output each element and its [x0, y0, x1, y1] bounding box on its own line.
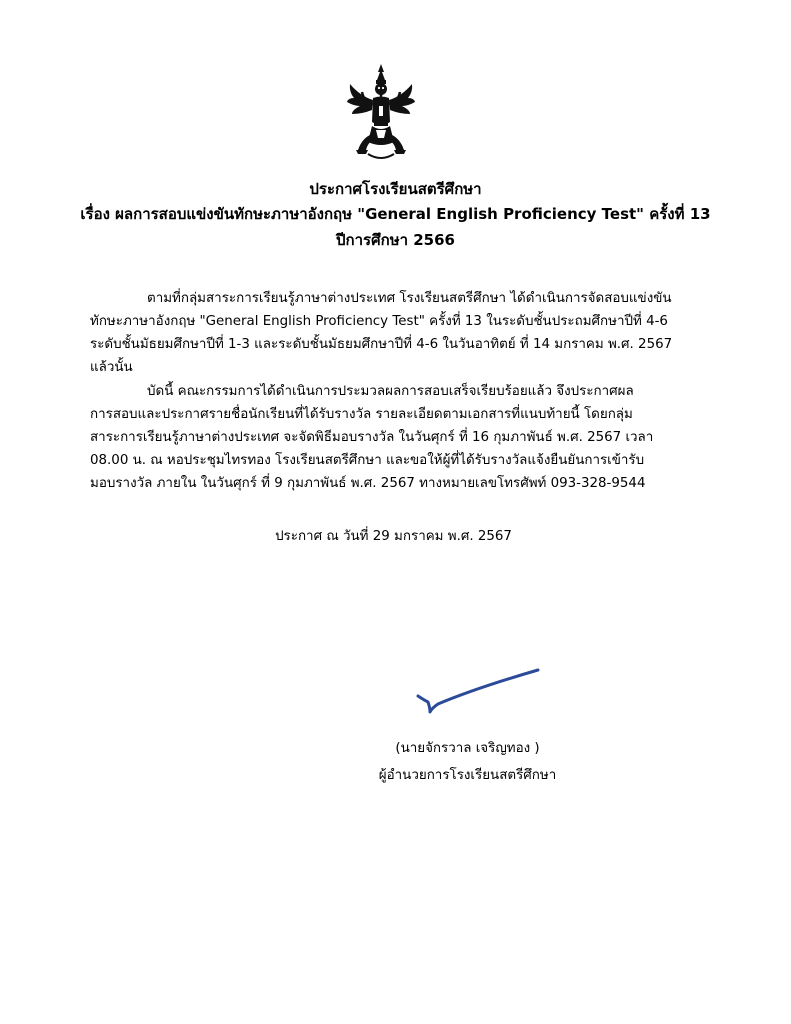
paragraph1-line: ทักษะภาษาอังกฤษ "General English Proficiency Test" ครั้งที่ 13 ในระดับชั้นประถมศึกษาปีที่ 4-6 [90, 314, 668, 329]
announcement-date: ประกาศ ณ วันที่ 29 มกราคม พ.ศ. 2567 [275, 529, 512, 544]
announcement-title: ประกาศโรงเรียนสตรีศึกษา [309, 180, 482, 198]
academic-year: ปีการศึกษา 2566 [336, 231, 455, 249]
garuda-emblem-icon [346, 62, 416, 162]
signer-position: ผู้อำนวยการโรงเรียนสตรีศึกษา [378, 768, 557, 783]
paragraph2-line: บัดนี้ คณะกรรมการได้ดำเนินการประมวลผลการสอบเสร็จเรียบร้อยแล้ว จึงประกาศผล [147, 384, 634, 399]
paragraph1-line: ระดับชั้นมัธยมศึกษาปีที่ 1-3 และระดับชั้นมัธยมศึกษาปีที่ 4-6 ในวันอาทิตย์ ที่ 14 มกราคม พ.ศ. 2567 [90, 337, 673, 352]
paragraph1-line: แล้วนั้น [90, 360, 133, 375]
signer-name: (นายจักรวาล เจริญทอง ) [395, 741, 540, 756]
paragraph2-line: สาระการเรียนรู้ภาษาต่างประเทศ จะจัดพิธีมอบรางวัล ในวันศุกร์ ที่ 16 กุมภาพันธ์ พ.ศ. 2567 เวลา [90, 430, 654, 445]
announcement-subject: เรื่อง ผลการสอบแข่งขันทักษะภาษาอังกฤษ "General English Proficiency Test" ครั้งที่ 13 [80, 205, 711, 223]
paragraph2-line: การสอบและประกาศรายชื่อนักเรียนที่ได้รับรางวัล รายละเอียดตามเอกสารที่แนบท้ายนี้ โดยกลุ่ม [90, 407, 633, 422]
handwritten-signature [416, 664, 540, 716]
paragraph2-line: 08.00 น. ณ หอประชุมไทรทอง โรงเรียนสตรีศึกษา และขอให้ผู้ที่ได้รับรางวัลแจ้งยืนยันการเข้ารับ [90, 453, 645, 468]
paragraph2-line: มอบรางวัล ภายใน ในวันศุกร์ ที่ 9 กุมภาพันธ์ พ.ศ. 2567 ทางหมายเลขโทรศัพท์ 093-328-9544 [90, 476, 646, 491]
paragraph1-line: ตามที่กลุ่มสาระการเรียนรู้ภาษาต่างประเทศ โรงเรียนสตรีศึกษา ได้ดำเนินการจัดสอบแข่งขัน [147, 291, 672, 306]
